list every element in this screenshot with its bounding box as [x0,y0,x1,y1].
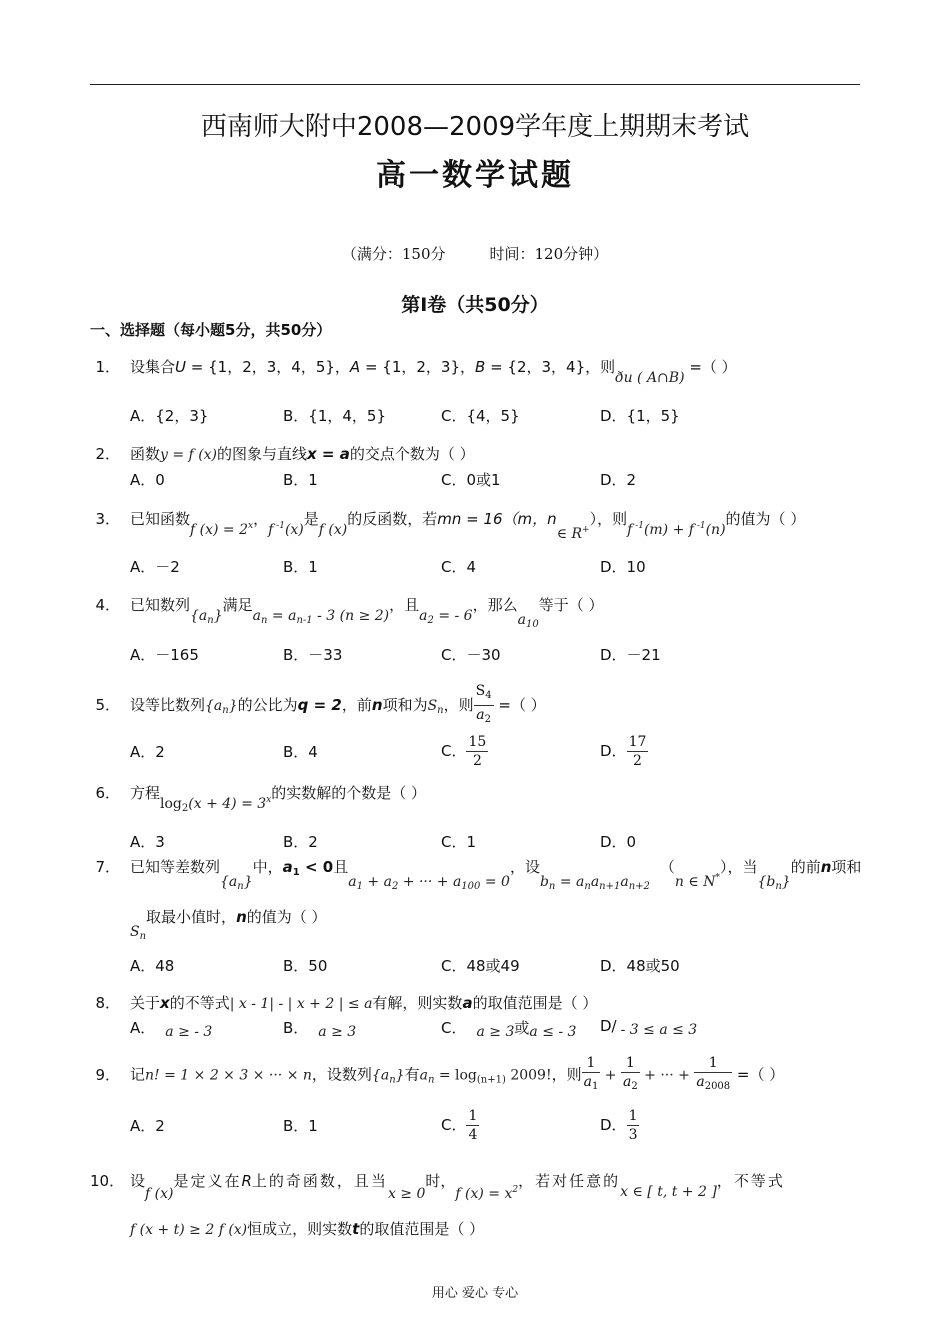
q-math: f [627,522,633,538]
q-math: n [237,881,244,892]
q-text: 上的奇函数，且当 [251,1172,388,1190]
q8-option-b [283,1017,356,1038]
q-math: } [243,874,253,890]
q1-option-b: B．{1，4，5} [283,407,387,425]
frac-num-sub: 4 [485,690,492,701]
question-6 [90,782,427,814]
q-var: R [241,1172,252,1190]
q-math: n [139,931,147,942]
q-text: 有解，则实数 [372,994,463,1012]
q-math: b [539,874,549,890]
question-2 [90,443,475,464]
q5-option-d [600,733,648,770]
q8-option-c [441,1017,576,1038]
frac-num: 1 [628,1108,638,1124]
q-var: A [349,358,361,376]
q9-option-d [600,1107,639,1144]
q-text: 的不等式 [169,994,230,1012]
q-text: =（ ） [732,1065,785,1084]
q3-option-c: C．4 [441,558,477,576]
question-number: 7． [95,858,120,876]
q-math: {a [190,608,208,624]
q-text: 有 [404,1065,420,1084]
q6-option-b: B．2 [283,833,318,851]
q-text: ），则 [589,510,628,528]
option-math: a ≥ - 3 [165,1024,213,1040]
q-math: } [213,608,223,624]
q-text: ，不等式 [716,1172,785,1190]
q-math: S [130,924,140,940]
q-math: } [395,1067,405,1084]
question-8 [90,992,597,1013]
q6-option-a: A．3 [130,833,165,851]
frac-den: a [583,1074,592,1090]
q-math: n [437,705,444,716]
frac-num: 1 [468,1108,478,1124]
q-text: 是定义在 [173,1172,242,1190]
q-fraction [582,1054,601,1096]
question-number: 1． [95,358,120,376]
q-math: -1 [632,521,644,531]
exam-title: 西南师大附中2008—2009学年度上期期末考试 [200,112,750,142]
question-number: 9． [95,1065,120,1084]
exam-info [0,243,950,264]
q-text: 的取值范围是（ ） [359,1220,485,1238]
q-text: ，前 [341,696,372,714]
frac-den: a [622,1074,632,1090]
score-info: （满分：150分 [341,245,446,263]
q-text: （ [659,858,675,876]
frac-num: 1 [694,1054,732,1073]
q-text: 恒成立，则实数 [247,1220,353,1238]
q-math: a [419,608,428,624]
q-math: x [248,521,254,531]
q2-option-a: A．0 [130,471,165,489]
q-math: = log [434,1067,477,1084]
q-math: x [266,795,272,805]
q9-option-a: A．2 [130,1117,165,1135]
option-label: D/ [600,1017,617,1035]
q7-option-a: A．48 [130,957,175,975]
q-text: =（ ） [684,358,737,376]
q5-option-a: A．2 [130,743,165,761]
option-text: 或 [514,1019,530,1037]
q-math: 1 [356,881,363,892]
q-math: (n+1) [476,1074,506,1086]
exam-subtitle: 高一数学试题 [376,158,574,193]
q3-option-d: D．10 [600,558,646,576]
frac-den-sub: 2008 [704,1081,731,1092]
q-math: n [427,1074,435,1086]
q-math: (m) + f [643,522,694,538]
q6-option-c: C．1 [441,833,477,851]
q-math: 100 [461,881,481,892]
time-info: 时间：120分钟） [489,245,609,263]
frac-num: 15 [468,734,487,750]
question-number: 8． [95,994,120,1012]
frac-den-sub: 2 [484,714,491,725]
q-text: 时， [425,1172,456,1190]
q-math: 2 [512,1185,519,1195]
q4-option-d: D．－21 [600,646,661,664]
q-text: 的反函数，若 [347,510,438,528]
q-math: 2009! [505,1067,552,1084]
question-3 [90,508,806,542]
q-text: = {2，3，4}，则 [485,358,616,376]
q1-option-a: A．{2，3} [130,407,209,425]
q-math: y = f (x) [160,447,218,463]
q-math: n! = 1 × 2 × 3 × ··· × n [145,1067,312,1084]
question-number: 2． [95,445,120,463]
q-math: n [222,705,229,716]
q-text: 的取值范围是（ ） [472,994,598,1012]
q-var: n [236,908,247,926]
option-fraction [466,1107,479,1144]
q-math: f (x + t) ≥ 2 f (x) [130,1222,248,1238]
q-math: 10 [525,619,539,630]
question-7-line-1 [90,856,862,892]
q-math: } [228,698,238,714]
q-var: B [475,358,486,376]
option-math: a ≥ 3 [318,1024,357,1040]
q-var: t [352,1220,360,1238]
q-text: 的实数解的个数是（ ） [271,784,427,802]
q-math: n+2 [628,881,650,892]
q-math: n [775,881,782,892]
q-math: 1 [292,867,300,878]
q4-option-b: B．－33 [283,646,343,664]
q-math: log [160,796,182,812]
q-math: + ··· + [639,1067,695,1084]
option-math: a ≤ - 3 [529,1024,577,1040]
q-math: f (x) [145,1186,174,1202]
q-math: - 3 (n ≥ 2) [312,608,390,624]
q-text: 设 [130,1172,146,1190]
frac-num: S [475,683,486,699]
q-text: 的交点个数为（ ） [349,445,475,463]
q7-option-d: D．48或50 [600,957,680,975]
q5-option-c [441,733,488,770]
q-text: ，若对任意的 [518,1172,621,1190]
q-math: a [282,858,293,876]
q-math: 2 [391,881,399,892]
q-text: 项和为 [382,696,428,714]
frac-den: 2 [472,753,482,769]
question-number: 4． [95,596,120,614]
q-text: ，且 [389,596,420,614]
q-text: 等于（ ） [538,596,604,614]
q-text: 函数 [130,445,161,463]
option-label: C． [441,742,467,760]
q-text: = {1，2，3，4，5}， [186,358,350,376]
q-text: =（ ） [493,696,546,714]
question-9 [90,1054,784,1096]
q-text: 已知函数 [130,510,191,528]
q-text: 已知等差数列 [130,858,221,876]
frac-den-sub: 2 [631,1081,638,1092]
option-label: C． [441,1019,467,1037]
q-math: a [348,874,357,890]
q-text: 的值为（ ） [246,908,327,926]
q-math: a [620,874,629,890]
q-math: x ∈ [ t, t + 2 ] [620,1184,717,1200]
q-fraction [474,682,494,729]
frac-den: 2 [633,753,642,769]
q-math: mn = 16（m，n [437,510,557,528]
q-text: ，则 [551,1065,582,1084]
q-fraction [621,1054,640,1096]
q-text: ， [253,510,269,528]
q7-option-c: C．48或49 [441,957,520,975]
q-var: n [371,696,383,714]
q-math: = a [267,608,297,624]
q9-option-b: B．1 [283,1117,318,1135]
q-var: a [462,994,473,1012]
q-math: a [517,612,526,628]
q-text: 是 [303,510,319,528]
q8-option-d [600,1017,698,1038]
q-text: 项和 [831,858,862,876]
frac-num: 17 [628,734,647,750]
q-math: f (x) = x [455,1186,513,1202]
q2-option-b: B．1 [283,471,318,489]
frac-den: 3 [628,1127,638,1143]
q-math: q = 2 [297,696,342,714]
q-text: ，设数列 [311,1065,372,1084]
q-math: n [389,1074,396,1086]
q-math: + a [362,874,392,890]
option-math: a ≥ 3 [476,1024,515,1040]
option-fraction [466,733,488,770]
q-math: = a [555,874,585,890]
q-math: + [582,525,590,535]
q-math: * [715,873,720,883]
question-number: 3． [95,510,120,528]
q7-option-b: B．50 [283,957,328,975]
q-math: x ≥ 0 [387,1186,426,1202]
q3-option-b: B．1 [283,558,318,576]
q-math: a [252,608,262,624]
q3-option-a: A．－2 [130,558,180,576]
question-10-line-1 [90,1170,785,1202]
q-math: {b [757,874,776,890]
q-math: f [268,522,274,538]
q-text: 方程 [130,784,161,802]
q8-option-a [130,1017,212,1038]
q-text: 设集合 [130,358,176,376]
q-text: ，设 [509,858,540,876]
q-text: ，则 [443,696,474,714]
q-math: n [261,615,268,626]
q-var: U [175,358,186,376]
question-5 [90,682,546,729]
frac-den: 4 [468,1127,478,1143]
frac-den: a [476,707,485,723]
q4-option-c: C．－30 [441,646,501,664]
page-footer: 用心 爱心 专心 [431,1286,519,1301]
q-text: 取最小值时， [146,908,237,926]
q-math: } [781,874,791,890]
q-math: + [600,1067,621,1084]
q4-option-a: A．－165 [130,646,199,664]
q-math: 2 [427,615,434,626]
q-math: (n) [705,522,726,538]
q-var: x [160,994,170,1012]
q5-option-b: B．4 [283,743,318,761]
q-math: f (x) = 2 [190,522,249,538]
q-text: 的图象与直线 [217,445,308,463]
q-var: n [820,858,832,876]
option-label: C． [441,1116,467,1134]
question-7-line-2 [130,906,327,942]
q-math: {a [220,874,238,890]
q6-option-d: D．0 [600,833,637,851]
q-math: = 0 [480,874,510,890]
q1-option-d: D．{1，5} [600,407,680,425]
q-math: {a [371,1067,390,1084]
q-math: n-1 [296,615,313,626]
q-math: {a [205,698,223,714]
q-text: 设等比数列 [130,696,206,714]
q-text: 的前 [790,858,821,876]
q-math: -1 [693,521,706,531]
q2-option-d: D．2 [600,471,637,489]
q1-option-c: C．{4，5} [441,407,520,425]
q-math: n ∈ N [674,874,716,890]
top-rule [90,84,860,85]
q-text: 的公比为 [237,696,298,714]
q-math: n [548,881,556,892]
option-label: A． [130,1019,156,1037]
q-text: 关于 [130,994,161,1012]
q-math: a [590,874,600,890]
q-math: ðu ( A∩B) [615,370,685,386]
option-label: B． [283,1019,309,1037]
q-math: f (x) [318,522,348,538]
option-label: D． [600,1116,627,1134]
q-text: ），当 [719,858,758,876]
q-math: x = a [307,445,350,463]
question-number: 5． [95,696,120,714]
q-math: -1 [273,521,285,531]
q-text: 的值为（ ） [725,510,806,528]
q-text: 且 [333,858,349,876]
section-heading: 一、选择题（每小题5分，共50分） [90,321,332,339]
frac-den-sub: 1 [591,1081,599,1092]
option-math: - 3 ≤ a ≤ 3 [620,1022,698,1038]
question-4 [90,594,604,630]
frac-num: 1 [621,1054,640,1073]
q-math: ∈ R [556,526,583,542]
volume-heading: 第I卷（共50分） [401,294,549,316]
q-text: 记 [130,1065,146,1084]
q-text: 满足 [222,596,253,614]
option-label: D． [600,742,627,760]
question-number: 6． [95,784,120,802]
q-math: S [427,698,438,714]
q9-option-c [441,1107,479,1144]
q-math: n+1 [599,881,621,892]
q-math: a [419,1067,428,1084]
q-fraction [694,1054,732,1096]
q-math: 2 [181,803,189,814]
frac-den: a [696,1074,705,1090]
q-math: (x + 4) = 3 [188,796,267,812]
q-math: n [584,881,591,892]
q-text: = {1，2，3}， [360,358,476,376]
q-math: | x - 1| - | x + 2 | ≤ a [229,996,373,1012]
q-math: n [207,615,214,626]
q2-option-c: C．0或1 [441,471,501,489]
q-text: ，那么 [472,596,518,614]
q-text: 已知数列 [130,596,191,614]
question-1 [90,356,737,386]
q-math: (x) [284,522,304,538]
option-fraction [627,733,649,770]
question-number: 10． [90,1172,125,1190]
q-text: 中， [252,858,283,876]
question-10-line-2 [130,1218,484,1239]
q-math: < 0 [299,858,334,876]
frac-num: 1 [582,1054,601,1073]
option-fraction [627,1107,640,1144]
q-math: = - 6 [433,608,473,624]
q-math: + ··· + a [398,874,462,890]
